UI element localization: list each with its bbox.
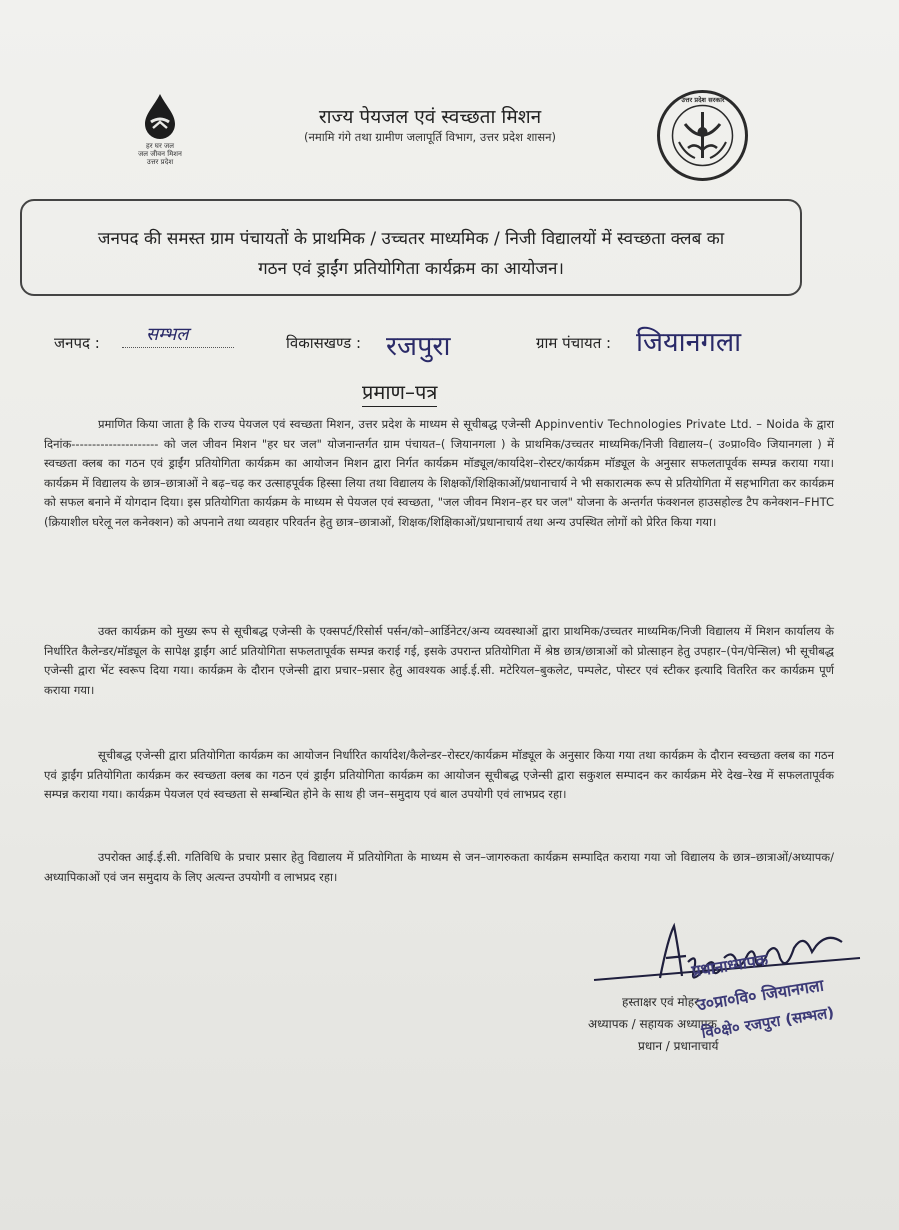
up-government-seal [655,88,750,183]
org-title: राज्य पेयजल एवं स्वच्छता मिशन [318,106,542,128]
district-value: सम्भल [146,324,189,345]
logo-caption-3: उत्तर प्रदेश [146,158,174,166]
district-label: जनपद : [54,334,100,352]
subject-line-1: जनपद की समस्त ग्राम पंचायतों के प्राथमिक / उच्चतर माध्यमिक / निजी विद्यालयों में स्वच्छता क्लब का [97,229,725,249]
principal-label: प्रधान / प्रधानाचार्य [638,1039,719,1053]
logo-caption-2: जल जीवन मिशन [138,150,182,158]
paragraph-4-text: उपरोक्त आई.ई.सी. गतिविधि के प्रचार प्रसार हेतु विद्यालय में प्रतियोगिता के माध्यम से जन–जागरुकता कार्यक्रम सम्पादित कराया गया जो विद्यालय के छात्र–छात्राओं/अध्यापक/अध्यापिकाओं एवं जन समुदाय के लिए अत्यन्त उपयोगी व लाभप्रद रहा। [44,850,834,884]
block-value: रजपुरा [386,331,451,362]
panchayat-label: ग्राम पंचायत : [536,334,612,352]
har-ghar-jal-logo [128,92,198,172]
certificate-heading: प्रमाण–पत्र [362,378,437,407]
district-underline [122,346,234,348]
paragraph-3 [44,746,834,805]
paragraph-2-text: उक्त कार्यक्रम को मुख्य रूप से सूचीबद्ध एजेन्सी के एक्सपर्ट/रिसोर्स पर्सन/को–आर्डिनेटर/अन्य व्यवस्थाओं द्वारा प्राथमिक/उच्चतर माध्यमिक/निजी विद्यालय में मिशन कार्यालय के निर्धारित कैलेन्डर/मॉड्यूल के सापेक्ष ड्राईंग आर्ट प्रतियोगिता सफलतापूर्वक सम्पन्न कराई गई, इसके उपरान्त प्रतियोगिता में श्रेष्ठ छात्र/छात्राओं को प्रोत्साहन हेतु उपहार–(पेन/पेन्सिल) भी सूचीबद्ध एजेन्सी द्वारा भेंट स्वरूप दिया गया। कार्यक्रम के दौरान एजेन्सी द्वारा प्रचार–प्रसार हेतु आवश्यक आई.ई.सी. मटेरियल–बुकलेट, पम्पलेट, पोस्टर एवं स्टीकर इत्यादि वितरित कर कार्यक्रम पूर्ण कराया गया। [44,624,834,697]
paragraph-3-text: सूचीबद्ध एजेन्सी द्वारा प्रतियोगिता कार्यक्रम का आयोजन निर्धारित कार्यादेश/कैलेन्डर–रोस्टर/कार्यक्रम मॉड्यूल के अनुसार किया गया तथा कार्यक्रम के दौरान स्वच्छता क्लब का गठन एवं ड्राईंग प्रतियोगिता कार्यक्रम कर स्वच्छता क्लब का गठन एवं ड्राईंग प्रतियोगिता कार्यक्रम का आयोजन सूचीबद्ध एजेन्सी द्वारा सकुशल सम्पादन कर कार्यक्रम मेरे देख–रेख में सफलतापूर्वक सम्पन्न कराया गया। कार्यक्रम पेयजल एवं स्वच्छता से सम्बन्धित होने के साथ ही जन–समुदाय एवं बाल उपयोगी एवं लाभप्रद रहा। [44,748,834,802]
paragraph-2 [44,622,834,700]
stamp-line-2: उ०प्रा०वि० जियानगला [695,975,825,1015]
paragraph-1-text: प्रमाणित किया जाता है कि राज्य पेयजल एवं स्वच्छता मिशन, उत्तर प्रदेश के माध्यम से सूचीबद्ध एजेन्सी Appinventiv Technologies Private Ltd. – Noida के द्वारा दिनांक--------------------- को जल जीवन मिशन "हर घर जल" योजनान्तर्गत ग्राम पंचायत–( जियानगला ) के प्राथमिक/उच्चतर माध्यमिक/निजी विद्यालय–( उ०प्रा०वि० जियानगला ) में स्वच्छता क्लब का गठन एवं ड्राईंग प्रतियोगिता कार्यक्रम का आयोजन मिशन द्वारा निर्गत कार्यक्रम मॉड्यूल/कार्यादेश–रोस्टर/कार्यक्रम मॉड्यूल के अनुसार सफलतापूर्वक सम्पन्न कराया गया। कार्यक्रम में विद्यालय के छात्र–छात्राओं ने बढ़–चढ़ कर उत्साहपूर्वक हिस्सा लिया तथा विद्यालय के शिक्षकों/शिक्षिकाओं/प्रधानाचार्य ने भी सकारात्मक रूप से प्रतियोगिता में सहभागिता कर कार्यक्रम को सफल बनाने में योगदान दिया। इस प्रतियोगिता कार्यक्रम के माध्यम से पेयजल एवं स्वच्छता, "जल जीवन मिशन–हर घर जल" योजना के अन्तर्गत फंक्शनल हाउसहोल्ड टैप कनेक्शन–FHTC (क्रियाशील घरेलू नल कनेक्शन) को अपनाने तथा व्यवहार परिवर्तन हेतु छात्र–छात्राओं, शिक्षक/शिक्षिकाओं/प्रधानाचार्य तथा अन्य उपस्थित लोगों को प्रेरित किया गया। [44,417,834,529]
paragraph-1 [44,415,834,533]
block-label: विकासखण्ड : [286,334,362,352]
stamp-line-3: वि०क्षे० रजपुरा (सम्भल) [700,1003,836,1042]
signature-label: हस्ताक्षर एवं मोहर [622,995,700,1009]
subject-line-2: गठन एवं ड्राईंग प्रतियोगिता कार्यक्रम का आयोजन। [258,259,564,279]
subject-box [20,199,802,296]
paragraph-4 [44,848,834,887]
panchayat-value: जियानगला [636,327,742,358]
teacher-label: अध्यापक / सहायक अध्यापक [588,1017,717,1031]
water-drop-icon [142,92,178,140]
org-subtitle: (नमामि गंगे तथा ग्रामीण जलापूर्ति विभाग, उत्तर प्रदेश शासन) [303,130,557,144]
stamp-line-1: प्रधानाध्यापक [690,949,770,981]
logo-caption-1: हर घर जल [146,142,174,150]
seal-text: उत्तर प्रदेश सरकार [681,96,725,104]
